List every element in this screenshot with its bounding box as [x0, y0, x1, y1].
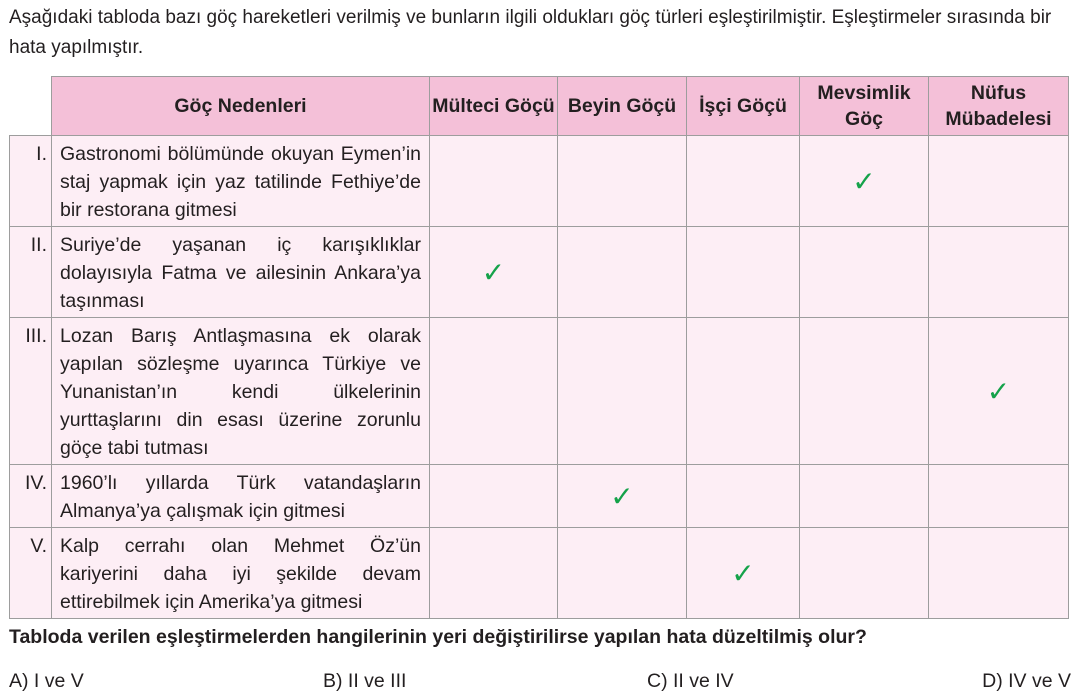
table-row: [10, 528, 1069, 619]
header-brain-drain: Beyin Göçü: [558, 77, 687, 136]
question-text: Tabloda verilen eşleştirmelerden hangilerinin yeri değiştirilirse yapılan hata düzeltilmiş olur?: [9, 626, 867, 648]
header-blank-cell: [10, 77, 52, 136]
row-number: V.: [10, 528, 52, 619]
answer-options: [9, 666, 1071, 696]
check-cell: [929, 528, 1069, 619]
check-cell: [558, 465, 687, 528]
row-number: IV.: [10, 465, 52, 528]
migration-table: [9, 76, 1069, 619]
checkmark-icon: ✓: [481, 256, 506, 288]
header-reasons: Göç Nedenleri: [52, 77, 430, 136]
check-cell: [430, 318, 558, 465]
table-row: [10, 465, 1069, 528]
check-cell: [800, 318, 929, 465]
table-row: [10, 227, 1069, 318]
row-reason: Gastronomi bölümünde okuyan Eymen’in staj yapmak için yaz tatilinde Fethiye’de bir restorana gitmesi: [52, 136, 430, 227]
check-cell: [558, 318, 687, 465]
check-cell: [800, 528, 929, 619]
row-number: I.: [10, 136, 52, 227]
check-cell: [558, 528, 687, 619]
check-cell: [558, 227, 687, 318]
row-number: III.: [10, 318, 52, 465]
option-a[interactable]: A) I ve V: [9, 670, 84, 692]
header-refugee-migration: Mülteci Göçü: [430, 77, 558, 136]
check-cell: [929, 465, 1069, 528]
check-cell: [687, 227, 800, 318]
row-number: II.: [10, 227, 52, 318]
check-cell: [687, 136, 800, 227]
option-b[interactable]: B) II ve III: [323, 670, 407, 692]
option-c[interactable]: C) II ve IV: [647, 670, 734, 692]
check-cell: [430, 528, 558, 619]
header-seasonal-migration: Mevsimlik Göç: [800, 77, 929, 136]
check-cell: [687, 528, 800, 619]
check-cell: [430, 227, 558, 318]
check-cell: [430, 465, 558, 528]
check-cell: [800, 227, 929, 318]
check-cell: [929, 136, 1069, 227]
check-cell: [687, 318, 800, 465]
table-row: [10, 136, 1069, 227]
intro-text: Aşağıdaki tabloda bazı göç hareketleri verilmiş ve bunların ilgili oldukları göç türleri eşleştirilmiştir. Eşleştirmeler sırasında bir hata yapılmıştır.: [9, 7, 1052, 58]
option-d[interactable]: D) IV ve V: [982, 670, 1071, 692]
check-cell: [687, 465, 800, 528]
row-reason: Lozan Barış Antlaşmasına ek olarak yapılan sözleşme uyarınca Türkiye ve Yunanistan’ın kendi ülkelerinin yurttaşlarını din esası üzerine zorunlu göçe tabi tutması: [52, 318, 430, 465]
row-reason: 1960’lı yıllarda Türk vatandaşların Almanya’ya çalışmak için gitmesi: [52, 465, 430, 528]
checkmark-icon: ✓: [731, 557, 755, 589]
header-row: [10, 77, 1069, 136]
row-reason: Kalp cerrahı olan Mehmet Öz’ün kariyerini daha iyi şekilde devam ettirebilmek için Amerika’ya gitmesi: [52, 528, 430, 619]
checkmark-icon: ✓: [852, 165, 876, 197]
check-cell: [430, 136, 558, 227]
table-row: [10, 318, 1069, 465]
header-population-exchange: Nüfus Mübadelesi: [929, 77, 1069, 136]
checkmark-icon: ✓: [610, 480, 634, 512]
check-cell: [800, 136, 929, 227]
checkmark-icon: ✓: [986, 375, 1011, 407]
check-cell: [929, 227, 1069, 318]
check-cell: [558, 136, 687, 227]
header-labor-migration: İşçi Göçü: [687, 77, 800, 136]
check-cell: [929, 318, 1069, 465]
check-cell: [800, 465, 929, 528]
row-reason: Suriye’de yaşanan iç karışıklıklar dolayısıyla Fatma ve ailesinin Ankara’ya taşınması: [52, 227, 430, 318]
